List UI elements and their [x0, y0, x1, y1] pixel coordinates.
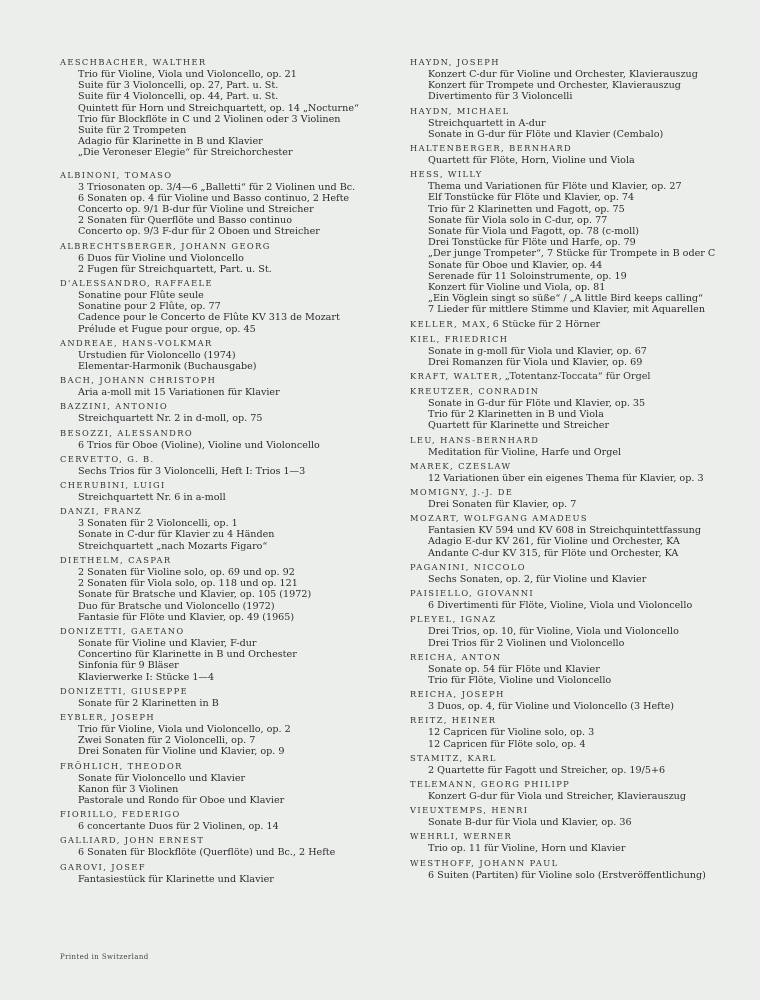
catalog-entry: [60, 169, 398, 238]
work-title: Sonate für Violoncello und Klavier: [78, 772, 246, 784]
catalog-entry: [410, 512, 750, 559]
work-title: Suite für 3 Violoncelli, op. 27, Part. u. St.: [78, 80, 279, 92]
catalog-entry: [60, 277, 398, 335]
composer-name: D'ALESSANDRO, RAFFAELE: [60, 278, 213, 289]
catalog-entry: [410, 830, 750, 854]
work-title: Klavierwerke I: Stücke 1—4: [78, 671, 215, 683]
work-title: Suite für 4 Violoncelli, op. 44, Part. u. St.: [78, 91, 279, 103]
composer-name: AESCHBACHER, WALTHER: [60, 57, 207, 67]
catalog-entry: [410, 385, 750, 432]
composer-name: HALTENBERGER, BERNHARD: [410, 143, 573, 154]
work-title: Konzert G-dur für Viola und Streicher, Klavierauszug: [428, 790, 687, 802]
composer-name: WESTHOFF, JOHANN PAUL: [410, 857, 559, 868]
work-title: Streichquartett Nr. 6 in a-moll: [78, 492, 226, 504]
catalog-entry: [410, 370, 750, 383]
catalog-entry: [410, 613, 750, 648]
work-title: 2 Fugen für Streichquartett, Part. u. St.: [78, 263, 272, 275]
catalog-entry: [60, 400, 398, 424]
work-title: 12 Capricen für Flöte solo, op. 4: [428, 738, 586, 750]
work-title: Duo für Bratsche und Violoncello (1972): [78, 600, 275, 612]
work-title: Suite für 2 Trompeten: [78, 125, 187, 137]
work-title: Drei Tonstücke für Flöte und Harfe, op. 79: [428, 237, 636, 249]
catalog-entry: [410, 318, 750, 331]
composer-name: KREUTZER, CONRADIN: [410, 386, 540, 397]
work-title: Konzert für Violine und Viola, op. 81: [428, 282, 606, 294]
composer-name: HAYDN, MICHAEL: [410, 105, 510, 116]
catalog-entry: [410, 857, 750, 881]
work-title: 6 Divertimenti für Flöte, Violine, Viola und Violoncello: [428, 600, 693, 612]
composer-name: CERVETTO, G. B.: [60, 453, 155, 464]
work-title: 2 Sonaten für Querflöte und Basso continuo: [78, 215, 292, 227]
composer-name: BACH, JOHANN CHRISTOPH: [60, 375, 217, 386]
work-title: Concerto op. 9/1 B-dur für Violine und Streicher: [78, 204, 314, 216]
composer-name: HAYDN, JOSEPH: [410, 57, 500, 67]
work-title: Trio für 2 Klarinetten und Fagott, op. 75: [428, 203, 625, 215]
work-title: 6 concertante Duos für 2 Violinen, op. 14: [78, 821, 279, 833]
composer-name: MOMIGNY, J.-J. DE: [410, 487, 514, 498]
work-title: Cadence pour le Concerto de Flûte KV 313 de Mozart: [78, 312, 340, 324]
composer-name: PAGANINI, NICCOLO: [410, 561, 526, 572]
work-title: 7 Lieder für mittlere Stimme und Klavier, mit Aquarellen: [428, 304, 706, 316]
composer-name: GAROVI, JOSEF: [60, 861, 146, 872]
work-title: Adagio E-dur KV 261, für Violine und Orchester, KA: [428, 536, 680, 548]
composer-name: EYBLER, JOSEPH: [60, 711, 156, 722]
work-title: „Die Veroneser Elegie“ für Streichorchester: [78, 147, 293, 159]
work-title: Thema und Variationen für Flöte und Klavier, op. 27: [428, 181, 682, 193]
work-title: 12 Capricen für Violine solo, op. 3: [428, 727, 595, 739]
work-title: Kanon für 3 Violinen: [78, 783, 179, 795]
catalog-entry: [410, 486, 750, 510]
composer-name: DONIZETTI, GAETANO: [60, 625, 185, 636]
left-catalog-column: [60, 54, 398, 885]
work-title: Elf Tonstücke für Flöte und Klavier, op. 74: [428, 192, 635, 204]
catalog-entry: [410, 714, 750, 749]
composer-name: VIEUXTEMPS, HENRI: [410, 805, 529, 816]
work-title: Aria a-moll mit 15 Variationen für Klavier: [78, 387, 280, 399]
composer-name: STAMITZ, KARL: [410, 752, 497, 763]
work-title: Prélude et Fugue pour orgue, op. 45: [78, 323, 256, 335]
catalog-entry: [60, 374, 398, 398]
composer-inline-work: , 6 Stücke für 2 Hörner: [486, 318, 601, 330]
work-title: Sonate B-dur für Viola und Klavier, op. 36: [428, 817, 632, 829]
catalog-entry: [60, 453, 398, 477]
work-title: 12 Variationen über ein eigenes Thema für Klavier, op. 3: [428, 472, 704, 484]
work-title: Streichquartett „nach Mozarts Figaro“: [78, 540, 268, 552]
work-title: Trio für Blockflöte in C und 2 Violinen oder 3 Violinen: [78, 113, 341, 125]
composer-name: KRAFT, WALTER: [410, 371, 499, 382]
composer-name: REICHA, JOSEPH: [410, 689, 505, 700]
work-title: Fantasie für Flöte und Klavier, op. 49 (1965): [78, 611, 295, 623]
composer-name: GALLIARD, JOHN ERNEST: [60, 835, 205, 846]
work-title: Zwei Sonaten für 2 Violoncelli, op. 7: [78, 735, 256, 747]
catalog-entry: [60, 479, 398, 503]
work-title: Sonate op. 54 für Flöte und Klavier: [428, 663, 600, 675]
composer-name: DANZI, FRANZ: [60, 506, 143, 517]
work-title: 3 Duos, op. 4, für Violine und Violoncello (3 Hefte): [428, 701, 675, 713]
work-title: Fantasiestück für Klarinette und Klavier: [78, 873, 274, 885]
composer-name: MAREK, CZESLAW: [410, 460, 512, 471]
catalog-entry: [410, 168, 750, 315]
composer-name: BAZZINI, ANTONIO: [60, 401, 169, 412]
work-title: Drei Sonaten für Violine und Klavier, op. 9: [78, 746, 285, 758]
catalog-entry: [60, 56, 398, 159]
work-title: Trio für Violine, Viola und Violoncello, op. 2: [78, 723, 291, 735]
work-title: Drei Sonaten für Klavier, op. 7: [428, 499, 577, 511]
composer-name: BESOZZI, ALESSANDRO: [60, 427, 194, 438]
composer-name: FIORILLO, FEDERIGO: [60, 809, 181, 820]
catalog-entry: [410, 460, 750, 484]
catalog-entry: [410, 651, 750, 686]
composer-name: DIETHELM, CASPAR: [60, 554, 172, 565]
work-title: Urstudien für Violoncello (1974): [78, 349, 236, 361]
catalog-entry: [60, 834, 398, 858]
work-title: Sonate für Viola solo in C-dur, op. 77: [428, 214, 608, 226]
composer-name: CHERUBINI, LUIGI: [60, 480, 166, 491]
composer-name: PAISIELLO, GIOVANNI: [410, 588, 535, 599]
work-title: Sonatine pour Flûte seule: [78, 290, 204, 302]
work-title: 3 Sonaten für 2 Violoncelli, op. 1: [78, 518, 238, 530]
work-title: Drei Trios für 2 Violinen und Violoncello: [428, 637, 625, 649]
catalog-entry: [410, 105, 750, 140]
work-title: Sonatine pour 2 Flûte, op. 77: [78, 301, 221, 313]
work-title: Adagio für Klarinette in B und Klavier: [78, 136, 263, 148]
work-title: 6 Sonaten op. 4 für Violine und Basso continuo, 2 Hefte: [78, 192, 350, 204]
work-title: 6 Suiten (Partiten) für Violine solo (Erstveröffentlichung): [428, 869, 706, 881]
work-title: 3 Triosonaten op. 3/4—6 „Balletti“ für 2 Violinen und Bc.: [78, 181, 356, 193]
catalog-entry: [60, 505, 398, 552]
work-title: Konzert für Trompete und Orchester, Klavierauszug: [428, 80, 681, 92]
work-title: 2 Sonaten für Viola solo, op. 118 und op. 121: [78, 578, 298, 590]
catalog-entry: [410, 752, 750, 776]
work-title: Elementar-Harmonik (Buchausgabe): [78, 361, 257, 373]
work-title: Sonate in G-dur für Flöte und Klavier (Cembalo): [428, 128, 664, 140]
work-title: Sonate in G-dur für Flöte und Klavier, op. 35: [428, 398, 646, 410]
work-title: Quintett für Horn und Streichquartett, op. 14 „Nocturne“: [78, 102, 359, 114]
work-title: Trio für Violine, Viola und Violoncello, op. 21: [78, 69, 297, 80]
work-title: Sonate in C-dur für Klavier zu 4 Händen: [78, 529, 275, 541]
right-catalog-column: [410, 54, 750, 881]
catalog-entry: [410, 333, 750, 368]
work-title: „Ein Vöglein singt so süße“ / „A little Bird keeps calling“: [428, 293, 703, 305]
composer-name: REITZ, HEINER: [410, 715, 497, 726]
composer-name: ALBINONI, TOMASO: [60, 169, 173, 180]
composer-name: REICHA, ANTON: [410, 651, 502, 662]
work-title: Drei Trios, op. 10, für Violine, Viola und Violoncello: [428, 626, 679, 638]
composer-name: DONIZETTI, GIUSEPPE: [60, 685, 189, 696]
catalog-entry: [410, 561, 750, 585]
catalog-entry: [60, 711, 398, 758]
work-title: „Der junge Trompeter“, 7 Stücke für Trompete in B oder C: [428, 248, 716, 260]
work-title: Konzert C-dur für Violine und Orchester, Klavierauszug: [428, 69, 698, 80]
work-title: Sonate für Viola und Fagott, op. 78 (c-moll): [428, 226, 640, 238]
work-title: Sechs Trios für 3 Violoncelli, Heft I: Trios 1—3: [78, 465, 306, 477]
work-title: Quartett für Klarinette und Streicher: [428, 420, 610, 432]
composer-name: MOZART, WOLFGANG AMADEUS: [410, 513, 588, 524]
work-title: 6 Duos für Violine und Violoncello: [78, 252, 244, 264]
work-title: 2 Quartette für Fagott und Streicher, op. 19/5+6: [428, 764, 666, 776]
composer-name: TELEMANN, GEORG PHILIPP: [410, 778, 571, 789]
composer-name: FRÖHLICH, THEODOR: [60, 760, 183, 771]
work-title: Fantasien KV 594 und KV 608 in Streichquintettfassung: [428, 525, 701, 537]
catalog-entry: [60, 337, 398, 372]
work-title: 2 Sonaten für Violine solo, op. 69 und op. 92: [78, 566, 295, 578]
work-title: 6 Trios für Oboe (Violine), Violine und Violoncello: [78, 439, 320, 451]
catalog-entry: [410, 434, 750, 458]
catalog-entry: [410, 778, 750, 802]
work-title: Sonate für Oboe und Klavier, op. 44: [428, 259, 603, 271]
work-title: Trio op. 11 für Violine, Horn und Klavier: [428, 843, 626, 855]
work-title: Sonate in g-moll für Viola und Klavier, op. 67: [428, 345, 647, 357]
composer-inline-work: , „Totentanz-Toccata“ für Orgel: [498, 371, 651, 383]
work-title: Concertino für Klarinette in B und Orchester: [78, 649, 297, 661]
work-title: Streichquartett Nr. 2 in d-moll, op. 75: [78, 413, 263, 425]
work-title: Divertimento für 3 Violoncelli: [428, 91, 573, 103]
catalog-entry: [60, 427, 398, 451]
work-title: Drei Romanzen für Viola und Klavier, op. 69: [428, 356, 643, 368]
work-title: Sonate für Violine und Klavier, F-dur: [78, 637, 257, 649]
work-title: Sonate für 2 Klarinetten in B: [78, 697, 219, 709]
catalog-entry: [60, 685, 398, 709]
composer-name: ANDREAE, HANS-VOLKMAR: [60, 337, 213, 348]
work-title: Trio für 2 Klarinetten in B und Viola: [428, 409, 604, 421]
composer-name: KELLER, MAX: [410, 318, 487, 329]
catalog-entry: [60, 861, 398, 885]
composer-name: ALBRECHTSBERGER, JOHANN GEORG: [60, 240, 271, 251]
work-title: Pastorale und Rondo für Oboe und Klavier: [78, 794, 285, 806]
catalog-entry: [410, 804, 750, 828]
composer-name: WEHRLI, WERNER: [410, 831, 513, 842]
catalog-entry: [60, 625, 398, 683]
composer-name: KIEL, FRIEDRICH: [410, 333, 509, 344]
work-title: Quartett für Flöte, Horn, Violine und Viola: [428, 155, 635, 167]
catalog-entry: [410, 56, 750, 103]
composer-name: HESS, WILLY: [410, 169, 483, 180]
work-title: Trio für Flöte, Violine und Violoncello: [428, 674, 612, 686]
catalog-entry: [60, 808, 398, 832]
composer-name: LEU, HANS-BERNHARD: [410, 434, 540, 445]
work-title: Andante C-dur KV 315, für Flöte und Orchester, KA: [428, 547, 679, 559]
catalog-entry: [60, 240, 398, 275]
catalog-entry: [60, 554, 398, 623]
catalog-entry: [410, 587, 750, 611]
catalog-entry: [60, 760, 398, 807]
work-title: Sechs Sonaten, op. 2, für Violine und Klavier: [428, 573, 647, 585]
work-title: 6 Sonaten für Blockflöte (Querflöte) und Bc., 2 Hefte: [78, 847, 336, 859]
printed-in-footer: Printed in Switzerland: [60, 953, 149, 961]
catalog-entry: [410, 688, 750, 712]
work-title: Meditation für Violine, Harfe und Orgel: [428, 446, 622, 458]
composer-name: PLEYEL, IGNAZ: [410, 614, 497, 625]
work-title: Streichquartett in A-dur: [428, 117, 546, 129]
work-title: Concerto op. 9/3 F-dur für 2 Oboen und Streicher: [78, 226, 320, 238]
work-title: Serenade für 11 Soloinstrumente, op. 19: [428, 270, 627, 282]
work-title: Sinfonia für 9 Bläser: [78, 660, 179, 672]
work-title: Sonate für Bratsche und Klavier, op. 105 (1972): [78, 589, 312, 601]
catalog-entry: [410, 142, 750, 166]
